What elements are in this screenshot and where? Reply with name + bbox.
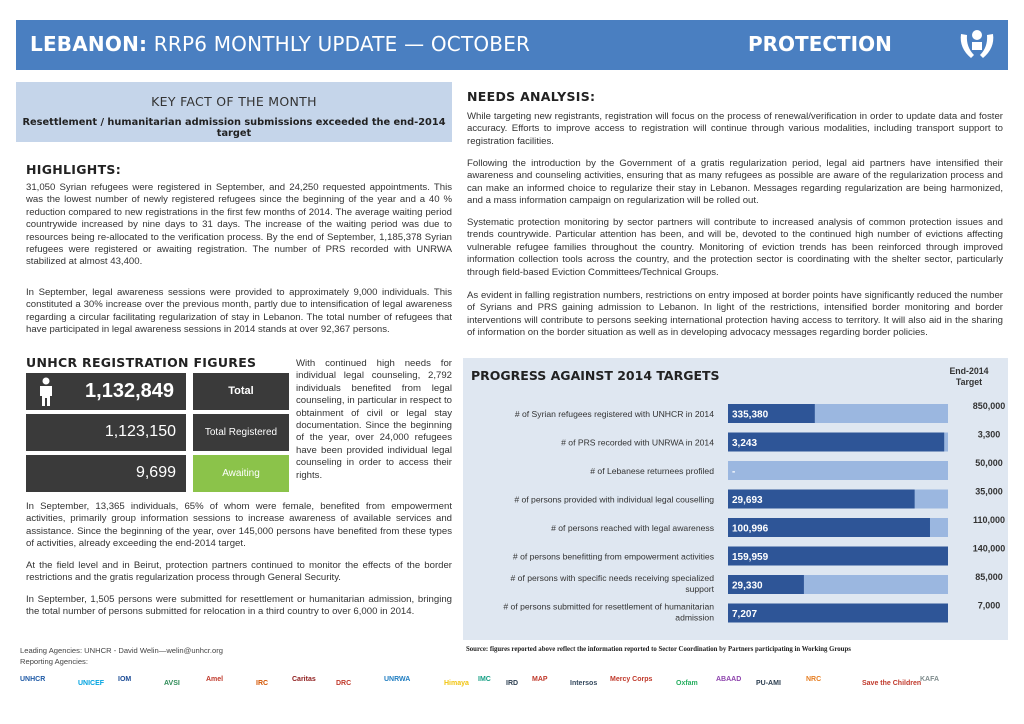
target-column-header: End-2014 Target [949, 366, 989, 387]
partner-logo: DRC [336, 680, 352, 687]
awaiting-value-box [26, 455, 186, 492]
partner-logo: Mercy Corps [610, 676, 653, 683]
category-label: # of persons with specific needs receiving specialized [510, 573, 714, 583]
country-label: LEBANON: [30, 32, 148, 56]
chart-row-4 [551, 515, 1005, 537]
highlights-paragraph-5: In September, 1,505 persons were submitted for resettlement or humanitarian admission, bringing the total number of persons submitted for relocation in a third country to over 6,000 in 2014. [26, 594, 452, 618]
needs-analysis-heading: NEEDS ANALYSIS: [467, 89, 596, 104]
target-label: 850,000 [972, 401, 1006, 411]
partner-logo: UNICEF [78, 680, 105, 687]
achieved-label: 29,693 [732, 495, 763, 506]
target-label: 35,000 [975, 486, 1003, 497]
partner-logos [16, 666, 1008, 710]
chart-row-5 [513, 544, 1005, 566]
partner-logo: IOM [118, 676, 132, 683]
achieved-label: 29,330 [732, 580, 763, 592]
partner-logo: Caritas [292, 676, 316, 683]
hands-protection-icon [956, 24, 998, 66]
total-label: Total [228, 385, 254, 397]
registered-label-box [193, 414, 289, 451]
agencies-info [20, 645, 223, 667]
awaiting-value: 9,699 [135, 464, 176, 481]
category-label: # of persons benefitting from empowerment activities [512, 551, 714, 562]
header-banner [16, 20, 1008, 70]
total-value-box [26, 373, 186, 410]
target-label: 85,000 [975, 572, 1003, 582]
key-fact-text: Resettlement / humanitarian admission submissions exceeded the end-2014 target [22, 117, 446, 139]
target-bar [728, 461, 948, 480]
title-text: RRP6 MONTHLY UPDATE — OCTOBER [147, 32, 531, 56]
highlights-heading: HIGHLIGHTS: [26, 162, 121, 177]
key-fact-box [16, 82, 452, 142]
partner-logo: Amel [206, 676, 224, 683]
partner-logo: IRC [256, 680, 269, 687]
key-fact-heading: KEY FACT OF THE MONTH [151, 94, 317, 109]
awaiting-label: Awaiting [222, 468, 260, 479]
registered-value: 1,123,150 [104, 423, 176, 440]
target-label: 50,000 [975, 458, 1003, 468]
achieved-label: - [732, 466, 736, 478]
target-label: 140,000 [972, 543, 1006, 554]
registered-label: Total Registered [204, 427, 278, 438]
partner-logo: PU-AMI [756, 680, 781, 687]
needs-paragraph-3: Systematic protection monitoring by sector partners will contribute to increased analysis of common protection issues and trends countrywide. Particular attention has been, and will be, devoted to the continued high number of evictions affecting vulnerable refugee families throughout the country. Monitoring of eviction trends has been reinforced through improved information collection tools across the country, and the protection sector is coordinating with the shelter sector, particularly through field-based Eviction Committees/Technical Groups. [467, 217, 1003, 278]
total-label-box [193, 373, 289, 410]
chart-title: PROGRESS AGAINST 2014 TARGETS [471, 368, 720, 383]
registration-heading: UNHCR REGISTRATION FIGURES [26, 355, 257, 370]
target-label: 3,300 [977, 429, 1001, 440]
chart-row-1 [561, 430, 1000, 452]
person-icon [36, 377, 56, 407]
achieved-label: 159,959 [732, 552, 769, 563]
section-label: PROTECTION [748, 32, 892, 56]
target-label: 7,000 [977, 600, 1001, 611]
chart-row-3 [514, 487, 1002, 509]
highlights-paragraph-3: In September, 13,365 individuals, 65% of whom were female, benefited from empowerment activities, primarily group information sessions to increase awareness of available services and assistance. Since the beginning of the year, over 145,000 persons have benefited from these types of activities, already exceeding the end-2014 target. [26, 501, 452, 550]
category-label: # of persons provided with individual legal couselling [514, 494, 714, 505]
total-value: 1,132,849 [85, 380, 174, 402]
target-label: 110,000 [972, 515, 1006, 525]
highlights-paragraph-1: 31,050 Syrian refugees were registered in September, and 24,250 requested appointments. This was the lowest number of newly registered refugees since the beginning of the year and a 40 % reduction compared to new registrations in the first few months of 2014. The average waiting period countrywide increased by nine days to 31 days. The increase of the waiting period was due to resources being re-allocated to the verification process. By the end of September, 1,185,378 Syrian refugees were registered or awaiting registration. The number of PRS recorded with UNRWA stabilized at almost 43,400. [26, 182, 452, 268]
achieved-label: 3,243 [732, 438, 758, 449]
achieved-label: 7,207 [732, 609, 758, 620]
category-label: # of persons reached with legal awareness [551, 523, 714, 533]
highlights-paragraph-4: At the field level and in Beirut, protection partners continued to monitor the effects of the border restrictions and the gratis regularization process through General Security. [26, 560, 452, 584]
partner-logo: Save the Children [862, 680, 922, 687]
needs-paragraph-4: As evident in falling registration numbers, restrictions on entry imposed at border points have significantly reduced the number of Syrians and PRS gaining admission to Lebanon. In light of the restrictions, intensified border monitoring and border interventions will contribute to persons seeking international protection having access to territory. It will also aid in the sharing of information on the border situation as well as in developing advocacy messages regarding border policies. [467, 290, 1003, 339]
leading-agencies: Leading Agencies: UNHCR - David Welin—welin@unhcr.org [20, 646, 223, 655]
partner-logo: Oxfam [676, 680, 698, 687]
category-label: support [685, 584, 714, 594]
reporting-agencies: Reporting Agencies: [20, 657, 88, 666]
category-label: # of Lebanese returnees profiled [590, 466, 714, 476]
partner-logo: Intersos [570, 680, 598, 687]
partner-logo: UNHCR [20, 676, 46, 683]
partner-logo: AVSI [164, 680, 180, 687]
achieved-bar [728, 604, 948, 623]
partner-logo: IRD [506, 680, 519, 687]
partner-logo: Himaya [444, 680, 469, 687]
legal-counseling-paragraph: With continued high needs for individual legal counseling, 2,792 individuals benefited from legal counseling, in particular in respect to obtainment of civil or legal stay documentation. Since the beginning of the year, over 24,000 refugees have been provided individual legal counseling in order to access their rights. [296, 358, 452, 481]
progress-chart [463, 358, 1008, 640]
category-label: admission [675, 612, 714, 623]
achieved-label: 335,380 [732, 409, 769, 421]
chart-row-6 [511, 572, 1003, 594]
registered-value-box [26, 414, 186, 451]
achieved-label: 100,996 [732, 523, 769, 535]
highlights-paragraph-2: In September, legal awareness sessions were provided to approximately 9,000 individuals. This constituted a 30% increase over the previous month, partly due to intensification of legal awareness regarding a circular facilitating regularization of stay in Lebanon. The total number of refugees that have participated in legal awareness sessions in 2014 stands at over 92,367 persons. [26, 287, 452, 336]
partner-logo: NRC [806, 676, 822, 683]
achieved-bar [728, 433, 944, 452]
chart-row-7 [503, 601, 1000, 623]
page-title [30, 32, 530, 56]
partner-logo: ABAAD [716, 676, 742, 683]
chart-row-0 [515, 401, 1005, 423]
partner-logo: KAFA [920, 676, 940, 683]
chart-row-2 [590, 458, 1003, 480]
needs-paragraph-1: While targeting new registrants, registration will focus on the process of renewal/verification in order to update data and foster accuracy. Efforts to improve access to registration will continue through various modalities, including transport support to registration facilities. [467, 111, 1003, 147]
partner-logo: MAP [532, 676, 548, 683]
category-label: # of PRS recorded with UNRWA in 2014 [561, 437, 714, 448]
awaiting-label-box [193, 455, 289, 492]
needs-paragraph-2: Following the introduction by the Government of a gratis regularization period, legal aid partners have intensified their awareness and counseling activities, ensuring that as many refugees as possible are aware of the regularization process and can make an informed choice to regularize their stay in Lebanon. Messages regarding regularization are being harmonized, and a mass information campaign on regularization will be rolled out. [467, 158, 1003, 207]
partner-logo: UNRWA [384, 676, 411, 683]
source-note: Source: figures reported above reflect the information reported to Sector Coordination by Partners participating in Working Groups [466, 646, 851, 653]
category-label: # of persons submitted for resettlement of humanitarian [503, 601, 714, 612]
partner-logo: IMC [478, 676, 491, 683]
category-label: # of Syrian refugees registered with UNHCR in 2014 [514, 409, 714, 419]
progress-chart-svg [463, 358, 1008, 640]
